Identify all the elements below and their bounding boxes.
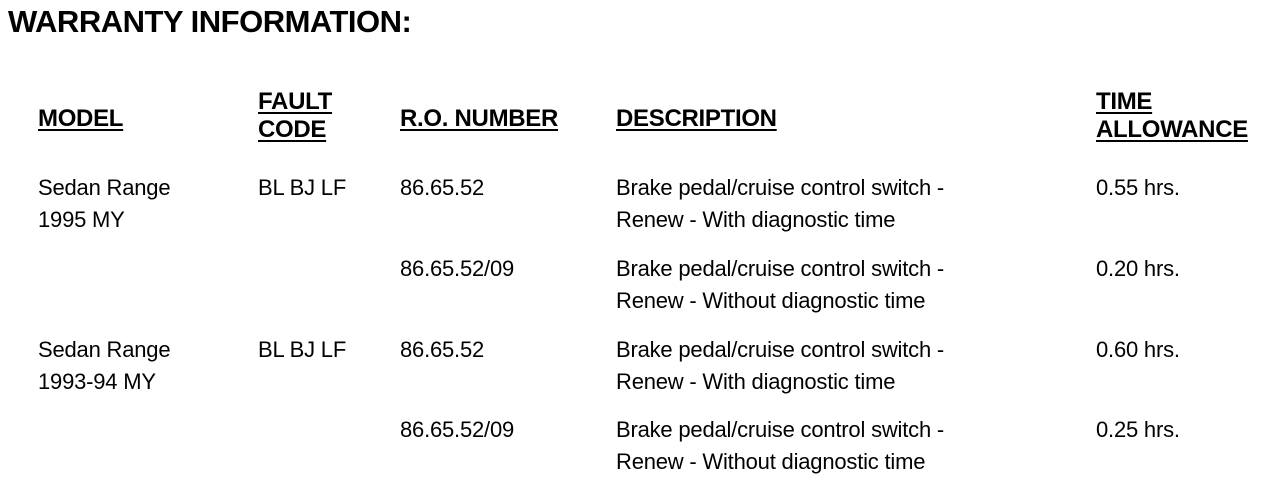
row-4-ro-number: 86.65.52/09: [400, 417, 515, 442]
row-1-time: 0.55 hrs.: [1096, 175, 1180, 200]
header-model: MODEL: [38, 105, 124, 132]
header-description: DESCRIPTION: [616, 105, 777, 132]
header-fault-code: FAULT CODE: [258, 88, 333, 143]
row-3-ro-number: 86.65.52: [400, 337, 485, 362]
header-time-allowance: TIME ALLOWANCE: [1096, 88, 1248, 143]
page-title: WARRANTY INFORMATION:: [8, 4, 412, 39]
row-4-description: Brake pedal/cruise control switch - Renew - Without diagnostic time: [616, 417, 945, 474]
row-1-model: Sedan Range 1995 MY: [38, 175, 171, 232]
row-1-description: Brake pedal/cruise control switch - Renew - With diagnostic time: [616, 175, 945, 232]
row-1-ro-number: 86.65.52: [400, 175, 485, 200]
row-2-ro-number: 86.65.52/09: [400, 256, 515, 281]
row-3-model: Sedan Range 1993-94 MY: [38, 337, 171, 394]
row-4-time: 0.25 hrs.: [1096, 417, 1180, 442]
row-2-time: 0.20 hrs.: [1096, 256, 1180, 281]
row-3-time: 0.60 hrs.: [1096, 337, 1180, 362]
row-3-description: Brake pedal/cruise control switch - Renew - With diagnostic time: [616, 337, 945, 394]
header-ro-number: R.O. NUMBER: [400, 105, 559, 132]
row-1-fault-code: BL BJ LF: [258, 175, 347, 200]
row-2-description: Brake pedal/cruise control switch - Renew - Without diagnostic time: [616, 256, 945, 313]
row-3-fault-code: BL BJ LF: [258, 337, 347, 362]
